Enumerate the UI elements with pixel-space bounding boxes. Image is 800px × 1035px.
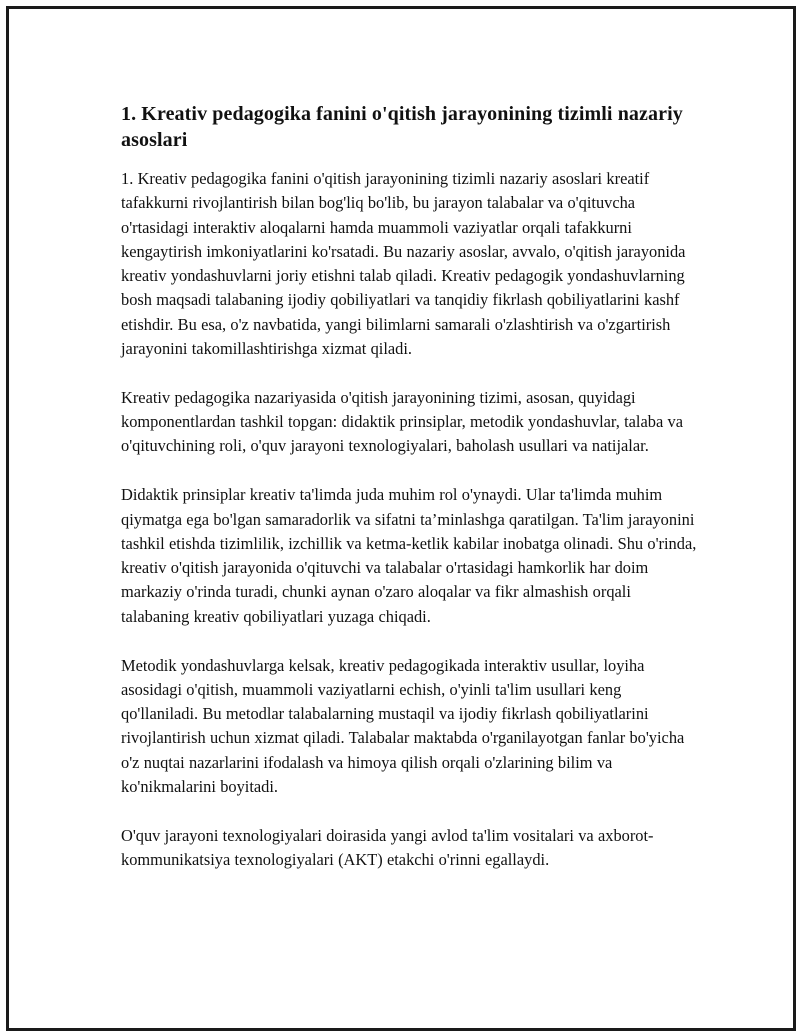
page-frame [6, 6, 796, 1031]
document-title: 1. Kreativ pedagogika fanini o'qitish jarayonining tizimli nazariy asoslari [121, 103, 683, 151]
paragraph-2: Kreativ pedagogika nazariyasida o'qitish jarayonining tizimi, asosan, quyidagi komponentlardan tashkil topgan: didaktik prinsiplar, metodik yondashuvlar, talaba va o'qituvchining roli, o'quv jarayoni texnologiyalari, baholash usullari va natijalar. [121, 387, 683, 456]
paragraph-3: Didaktik prinsiplar kreativ ta'limda juda muhim rol o'ynaydi. Ular ta'limda muhim qiymatga ega bo'lgan samaradorlik va sifatni ta’minlashga qaratilgan. Ta'lim jarayonini tashkil etishda tizimlilik, izchillik va ketma-ketlik kabilar inobatga olinadi. Shu o'rinda, kreativ o'qitish jarayonida o'qituvchi va talabalar o'rtasidagi hamkorlik har doim markaziy o'rinda turadi, chunki aynan o'zaro aloqalar va fikr almashish orqali talabaning kreativ qobiliyatlari yuzaga chiqadi. [121, 485, 697, 626]
paragraph-1: 1. Kreativ pedagogika fanini o'qitish jarayonining tizimli nazariy asoslari kreatif tafakkurni rivojlantirish bilan bog'liq bo'lib, bu jarayon talabalar va o'qituvcha o'rtasidagi interaktiv aloqalarni hamda muammoli vaziyatlar orqali tafakkurni kengaytirish imkoniyatlarini ko'rsatadi. Bu nazariy asoslar, avvalo, o'qitish jarayonida kreativ yondashuvlarni joriy etishni talab qiladi. Kreativ pedagogik yondashuvlarning bosh maqsadi talabaning ijodiy qobiliyatlari va tanqidiy fikrlash qobiliyatlarini kashf etishdir. Bu esa, o'z navbatida, yangi bilimlarni samarali o'zlashtirish va o'zgartirish jarayonini takomillashtirishga xizmat qiladi. [121, 169, 686, 359]
paragraph-4: Metodik yondashuvlarga kelsak, kreativ pedagogikada interaktiv usullar, loyiha asosidagi o'qitish, muammoli vaziyatlarni echish, o'yinli ta'lim usullari keng qo'llaniladi. Bu metodlar talabalarning mustaqil va ijodiy fikrlash qobiliyatlarini rivojlantirish uchun xizmat qiladi. Talabalar maktabda o'rganilayotgan fanlar bo'yicha o'z nuqtai nazarlarini ifodalash va himoya qilish orqali o'zlarining bilim va ko'nikmalarini boyitadi. [121, 655, 685, 797]
paragraph-5: O'quv jarayoni texnologiyalari doirasida yangi avlod ta'lim vositalari va axborot-kommunikatsiya texnologiyalari (AKT) etakchi o'rinni egallaydi. [121, 825, 654, 870]
document-body [121, 101, 701, 872]
